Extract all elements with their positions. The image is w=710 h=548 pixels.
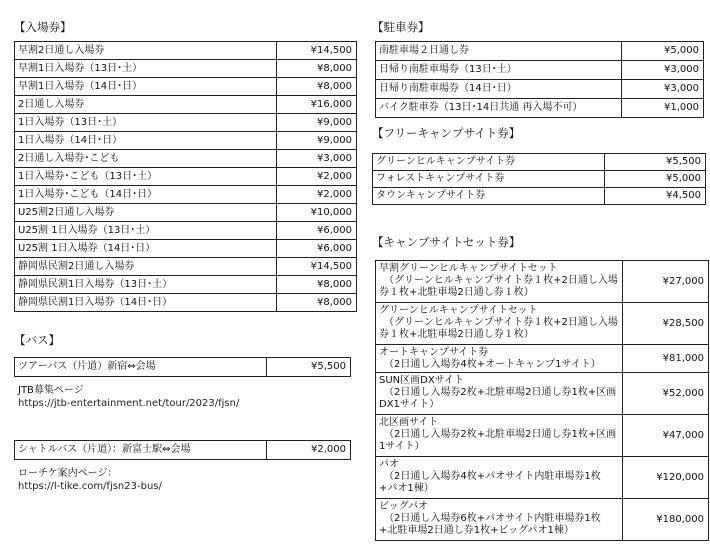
item-price: ¥9,000 [277, 132, 357, 150]
item-price: ¥10,000 [277, 204, 357, 222]
item-price: ¥3,000 [622, 61, 704, 80]
item-price: ¥6,000 [277, 222, 357, 240]
item-name: フォレストキャンプサイト券 [373, 171, 605, 188]
table-row [376, 80, 704, 99]
free-camp-heading: 【フリーキャンプサイト券】 [372, 126, 521, 140]
free-camp-price-table [372, 153, 706, 205]
item-name: 早割グリーンヒルキャンプサイトセット （グリーンヒルキャンプサイト券１枚+2日通し入場券１枚+北駐車場2日通し券１枚） [376, 261, 623, 303]
table-row [15, 222, 357, 240]
table-row [376, 261, 709, 303]
table-row [376, 373, 709, 415]
item-name: ツアーバス（片道）新宿⇔会場 [15, 358, 267, 377]
item-name: 日帰り南駐車場券（13日･土） [376, 61, 622, 80]
item-price: ¥8,000 [277, 276, 357, 294]
tour-note-label: JTB募集ページ [18, 385, 84, 396]
table-row [15, 258, 357, 276]
table-row [15, 168, 357, 186]
table-row [376, 42, 704, 61]
table-row [15, 186, 357, 204]
item-price: ¥47,000 [623, 415, 709, 457]
item-name: 早割1日入場券（14日･日） [15, 78, 277, 96]
item-name: 2日通し入場券･こども [15, 150, 277, 168]
item-name: 早割2日通し入場券 [15, 42, 277, 60]
admission-heading: 【入場券】 [14, 20, 72, 34]
item-price: ¥8,000 [277, 60, 357, 78]
item-name: グリーンヒルキャンプサイトセット （グリーンヒルキャンプサイト券１枚+2日通し入場券１枚+北駐車場2日通し券１枚） [376, 303, 623, 345]
parking-price-table [375, 41, 704, 118]
item-name: グリーンヒルキャンプサイト券 [373, 154, 605, 171]
table-row [15, 42, 357, 60]
table-row [376, 457, 709, 499]
item-price: ¥14,500 [277, 258, 357, 276]
item-price: ¥52,000 [623, 373, 709, 415]
table-row [15, 150, 357, 168]
item-price: ¥1,000 [622, 99, 704, 118]
item-price: ¥8,000 [277, 78, 357, 96]
table-row [15, 276, 357, 294]
bus-heading: 【バス】 [14, 333, 60, 347]
item-price: ¥14,500 [277, 42, 357, 60]
table-row [15, 204, 357, 222]
item-price: ¥5,500 [267, 358, 351, 377]
parking-heading: 【駐車券】 [372, 20, 430, 34]
item-price: ¥5,000 [622, 42, 704, 61]
item-price: ¥6,000 [277, 240, 357, 258]
table-row [15, 240, 357, 258]
item-name: 1日入場券（13日･土） [15, 114, 277, 132]
item-name: 南駐車場２日通し券 [376, 42, 622, 61]
item-name: 早割1日入場券（13日･土） [15, 60, 277, 78]
item-name: U25割 1日入場券（13日･土） [15, 222, 277, 240]
item-name: タウンキャンプサイト券 [373, 188, 605, 205]
table-row [373, 188, 706, 205]
table-row [15, 441, 351, 460]
item-price: ¥3,000 [277, 150, 357, 168]
item-name: 1日入場券･こども（13日･土） [15, 168, 277, 186]
item-name: 静岡県民割2日通し入場券 [15, 258, 277, 276]
table-row [373, 171, 706, 188]
admission-price-table [14, 41, 357, 312]
item-price: ¥81,000 [623, 345, 709, 373]
item-price: ¥4,500 [605, 188, 706, 205]
camp-set-heading: 【キャンプサイトセット券】 [372, 235, 521, 249]
item-name: シャトルバス（片道）：新富士駅⇔会場 [15, 441, 267, 460]
item-price: ¥120,000 [623, 457, 709, 499]
bus-tour-table [14, 357, 351, 377]
item-name: 静岡県民割1日入場券（14日･日） [15, 294, 277, 312]
table-row [15, 358, 351, 377]
item-name: 1日入場券（14日･日） [15, 132, 277, 150]
item-name: 2日通し入場券 [15, 96, 277, 114]
item-price: ¥180,000 [623, 499, 709, 541]
item-price: ¥16,000 [277, 96, 357, 114]
table-row [376, 345, 709, 373]
item-name: 北区画サイト （2日通し入場券2枚+北駐車場2日通し券1枚+区画1サイト） [376, 415, 623, 457]
item-name: U25割 1日入場券（14日･日） [15, 240, 277, 258]
table-row [15, 132, 357, 150]
table-row [15, 78, 357, 96]
bus-shuttle-table [14, 440, 351, 460]
table-row [373, 154, 706, 171]
item-name: バイク駐車券（13日･14日共通 再入場不可） [376, 99, 622, 118]
shuttle-note-label: ローチケ案内ページ： [18, 468, 118, 479]
item-name: パオ （2日通し入場券4枚+パオサイト内駐車場券1枚+パオ1棟） [376, 457, 623, 499]
item-name: オートキャンプサイト券 （2日通し入場券4枚+オートキャンプ1サイト） [376, 345, 623, 373]
table-row [376, 499, 709, 541]
table-row [15, 60, 357, 78]
item-price: ¥5,500 [605, 154, 706, 171]
table-row [376, 61, 704, 80]
table-row [376, 415, 709, 457]
table-row [376, 303, 709, 345]
item-name: 静岡県民割1日入場券（13日･土） [15, 276, 277, 294]
item-price: ¥2,000 [277, 168, 357, 186]
table-row [15, 294, 357, 312]
item-name: SUN区画DXサイト （2日通し入場券2枚+北駐車場2日通し券1枚+区画DX1サイト） [376, 373, 623, 415]
item-price: ¥2,000 [277, 186, 357, 204]
item-price: ¥8,000 [277, 294, 357, 312]
tour-note-link[interactable]: https://jtb-entertainment.net/tour/2023/fjsn/ [18, 398, 240, 409]
item-name: U25割2日通し入場券 [15, 204, 277, 222]
item-price: ¥27,000 [623, 261, 709, 303]
item-price: ¥3,000 [622, 80, 704, 99]
item-price: ¥9,000 [277, 114, 357, 132]
table-row [15, 96, 357, 114]
item-name: 日帰り南駐車場券（14日･日） [376, 80, 622, 99]
table-row [376, 99, 704, 118]
shuttle-note-link[interactable]: https://l-tike.com/fjsn23-bus/ [18, 481, 162, 492]
item-price: ¥2,000 [267, 441, 351, 460]
item-name: 1日入場券･こども（14日･日） [15, 186, 277, 204]
item-name: ビッグパオ （2日通し入場券6枚+パオサイト内駐車場券1枚+北駐車場2日通し券1枚+ビッグパオ1棟） [376, 499, 623, 541]
item-price: ¥28,500 [623, 303, 709, 345]
camp-set-price-table [375, 260, 709, 541]
item-price: ¥5,000 [605, 171, 706, 188]
table-row [15, 114, 357, 132]
